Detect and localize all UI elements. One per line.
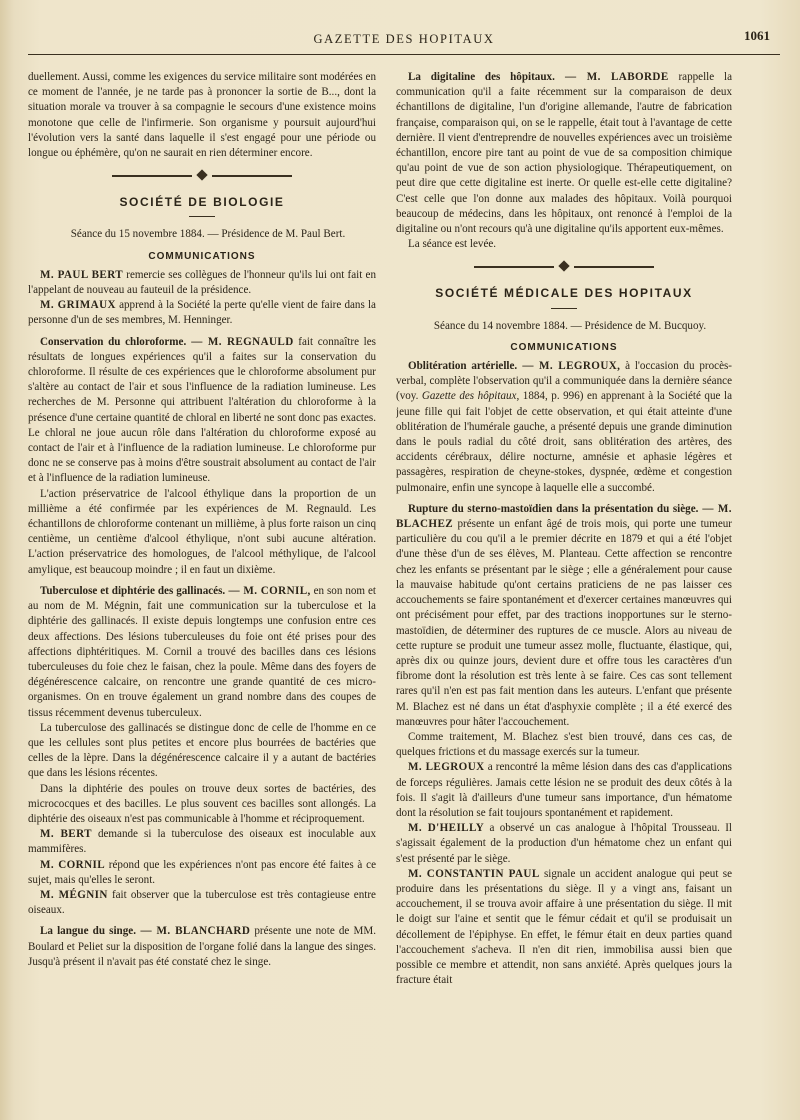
paragraph-rupture: Rupture du sterno-mastoïdien dans la présentation du siège. — M. BLACHEZ présente un enfant âgé de trois mois, qui porte une tumeur particulière du cou qu'il a le premier décrite en 1879 et qui a été l'objet d'une thèse d'un de ses élèves, M. Planteau. Cette affection se rencontre chez les enfants se présentant par le siège ; elle a généralement pour cause la mauvaise habitude qu'ont certains praticiens de ne pas laisser ces accouchements se faire spontanément et d'exercer certaines manœuvres qui ont précisément pour effet, par des tractions inopportunes sur le sterno-mastoïdien, de déterminer des ruptures de ce muscle. Alors au niveau de cette rupture se produit une tumeur assez molle, fluctuante, élastique, qui, après dix ou quinze jours, devient dure et offre tous les caractères d'un fibrome dont la résolution est très lente à se faire. Ces cas sont tellement rares qu'il n'en est pas fait mention dans les auteurs. L'enfant que présente M. Blachez est né dans un état d'asphyxie complète ; il a été exercé des manœuvres pour hâter l'accouchement. bbox=[396, 502, 732, 728]
speaker-name: M. MÉGNIN bbox=[40, 888, 108, 901]
speaker-name: M. GRIMAUX bbox=[40, 299, 116, 312]
paragraph-megnin: M. MÉGNIN fait observer que la tuberculose est très contagieuse entre oiseaux. bbox=[28, 888, 376, 917]
speaker-name: M. BERT bbox=[40, 828, 92, 841]
article-title: La digitaline des hôpitaux. bbox=[408, 71, 555, 83]
journal-title: GAZETTE DES HOPITAUX bbox=[313, 32, 495, 46]
communications-heading: COMMUNICATIONS bbox=[148, 250, 256, 262]
running-header bbox=[28, 28, 780, 50]
paragraph-langue: La langue du singe. — M. BLANCHARD présente une note de MM. Boulard et Peliet sur la disposition de l'organe folié dans la langue des singes. Jusqu'à présent il n'avait pas été constaté chez le singe. bbox=[28, 925, 376, 968]
speaker-name: — M. CORNIL, bbox=[225, 584, 311, 597]
paragraph-diphterie: Dans la diphtérie des poules on trouve deux sortes de bactéries, des micrococques et des bacilles. Le plus souvent ces bacilles sont allongés. La diphtérie des oiseaux n'est pas communicable à l'homme et réciproquement. bbox=[28, 782, 376, 825]
paragraph-traitement: Comme traitement, M. Blachez s'est bien trouvé, dans ces cas, de quelques frictions et du massage exercés sur la tumeur. bbox=[396, 730, 732, 759]
speaker-name: — M. REGNAULD bbox=[186, 335, 294, 348]
seance-line: Séance du 15 novembre 1884. — Présidence de M. Paul Bert. bbox=[70, 228, 346, 241]
article-title: La langue du singe. bbox=[40, 925, 136, 938]
intro-paragraph: duellement. Aussi, comme les exigences du service militaire sont modérées en ce moment de l'année, je ne tarde pas à prononcer la sortie de B..., dont la situation morale va trouver à sa compagnie le secours d'une existence moins monotone que celle de l'infirmerie. Son organisme y poursuit aujourd'hui l'évolution vers la santé dans laquelle il s'est engagé pour une période ou longue ou éphémère, qu'on ne saurait en rien déterminer encore. bbox=[28, 71, 376, 160]
speaker-name: — M. BLANCHARD bbox=[135, 925, 251, 938]
paragraph-bert: M. PAUL BERT remercie ses collègues de l'honneur qu'ils lui ont fait en l'appelant de nouveau au fauteuil de la présidence. bbox=[28, 268, 376, 297]
speaker-name: M. LEGROUX bbox=[408, 761, 485, 774]
header-rule bbox=[28, 54, 780, 55]
section-ornament bbox=[112, 171, 292, 181]
section-title-medicale: SOCIÉTÉ MÉDICALE DES HOPITAUX bbox=[435, 286, 693, 301]
communications-heading: COMMUNICATIONS bbox=[510, 341, 618, 353]
left-column bbox=[28, 70, 376, 1110]
article-title: Conservation du chloroforme. bbox=[40, 335, 187, 348]
speaker-name: M. CORNIL bbox=[40, 858, 106, 871]
seance-line: Séance du 14 novembre 1884. — Présidence de M. Bucquoy. bbox=[433, 319, 707, 332]
speaker-name: — M. BLACHEZ bbox=[396, 502, 732, 531]
paragraph-constantin-paul: M. CONSTANTIN PAUL signale un accident analogue qui peut se produire dans les présentations du siège. Il y a vingt ans, faisant un accouchement, il se trouva avoir affaire à une présentation du siège. Il mit le doigt sur l'aine et sentit que le fémur cédait et qu'il se produisait un décollement de l'épiphyse. En effet, le fémur était en deux parties quand l'accouchement s'acheva. Il n'en dit rien, immobilisa aussi bien que possible ce membre et attendit, non sans anxiété. Après quelques jours la fracture était bbox=[396, 867, 732, 987]
page-number: 1061 bbox=[744, 28, 770, 43]
seance-levee: La séance est levée. bbox=[408, 238, 497, 251]
speaker-name: M. CONSTANTIN PAUL bbox=[408, 867, 540, 880]
right-column bbox=[396, 70, 732, 1110]
section-ornament bbox=[474, 262, 654, 272]
paragraph-tuberculose-2: La tuberculose des gallinacés se distingue donc de celle de l'homme en ce que les cellules sont plus petites et encore plus bourrées de bactéries que celles de la lèpre. Dans la dégénérescence calcaire il y a autant de bactéries que dans les lésions récentes. bbox=[28, 721, 376, 780]
paragraph-cornil-reply: M. CORNIL répond que les expériences n'ont pas encore été faites à ce sujet, mais qu'elles le seront. bbox=[28, 858, 376, 886]
paragraph-legroux: M. LEGROUX a rencontré la même lésion dans des cas d'applications de forceps régulières. Jamais cette lésion ne se produit des deux côtés à la fois. Il s'agit là d'ailleurs d'une tumeur sans importance, d'un hématome dont la résolution se fait toujours spontanément et rapidement. bbox=[396, 761, 732, 819]
paragraph-digitaline: La digitaline des hôpitaux. — M. LABORDE rappelle la communication qu'il a faite récemment sur la comparaison de deux échantillons de digitaline, l'un d'origine allemande, l'autre de fabrication française, comparaison qui, on se le rappelle, était tout à l'avantage de cette dernière. Il vient d'entreprendre de nouvelles expériences avec un troisième échantillon, encore pire tant au point de vue de sa composition chimique qu'au point de vue de son action physiologique. Thérapeutiquement, on peut dire que cette digitaline est inerte. Or quelle est-elle cette digitaline? C'est celle que l'on donne aux malades des hôpitaux. Voilà pourquoi beaucoup de médecins, dans les hôpitaux, ont renoncé à l'emploi de la digitaline ou n'ont recours qu'à une digitaline qu'ils apportent eux-mêmes. bbox=[396, 71, 732, 236]
article-title: Tuberculose et diphtérie des gallinacés. bbox=[40, 584, 226, 597]
paragraph-tuberculose: Tuberculose et diphtérie des gallinacés. — M. CORNIL, en son nom et au nom de M. Mégnin, fait une communication sur la tuberculose et la diphtérie des gallinacés. Il existe depuis longtemps une confusion entre ces deux affections. Des lésions tuberculeuses du foie ont été prises pour des affections diphtéritiques. M. Cornil a trouvé des bacilles dans ces lésions tuberculeuses du foie chez le faisan, chez la poule. Même dans des foyers de dégénérescence calcaire, on rencontre une grande quantité de ces micro-organismes. On en trouve également un grand nombre dans des coupes de tissus récemment devenus tuberculeux. bbox=[28, 584, 376, 719]
paragraph-obliteration: Oblitération artérielle. — M. LEGROUX, à l'occasion du procès-verbal, complète l'observation qu'il a communiquée dans la dernière séance (voy. Gazette des hôpitaux, 1884, p. 996) en apprenant à la Société que la jeune fille qui fait l'objet de cette observation, et qui était atteinte d'une oblitération de l'humérale gauche, a présenté depuis une grande diminution dans le pouls radial du côté droit, sans oblitération des artères, des accidents cérébraux, délire nocturne, amnésie et aphasie légères et passagères, respiration de cheyne-stokes, dyspnée, œdème et congestion pulmonaire, enfin une syncope à laquelle elle a succombé. bbox=[396, 360, 732, 494]
speaker-name: — M. LABORDE bbox=[554, 71, 669, 83]
paragraph-heilly: M. D'HEILLY a observé un cas analogue à l'hôpital Trousseau. Il s'agissait également de la production d'un hématome chez un enfant qui s'est présenté par le siège. bbox=[396, 822, 732, 865]
paragraph-grimaux: M. GRIMAUX apprend à la Société la perte qu'elle vient de faire dans la personne d'un de ses membres, M. Henninger. bbox=[28, 299, 376, 327]
section-title-biologie: SOCIÉTÉ DE BIOLOGIE bbox=[119, 195, 285, 210]
speaker-name: — M. LEGROUX, bbox=[517, 360, 621, 373]
paragraph-chloroforme: Conservation du chloroforme. — M. REGNAULD fait connaître les résultats de longues expériences qu'il a faites sur la conservation du chloroforme. Il résulte de ces expériences que le chloroforme absolument pur s'altère au contact de l'air et sous l'influence de la radiation lumineuse. Les recherches de M. Personne qui attribuent l'altération du chloroforme à la présence d'une certaine quantité de chloral en liberté ne sont donc pas exactes. Le chloral ne joue aucun rôle dans l'altération du chloroforme exposé au contact de l'air et à l'influence de la radiation lumineuse. Le chloroforme pur donc ne se conserve pas à moins d'être soustrait absolument au contact de l'air et à l'influence de la radiation lumineuse. bbox=[28, 335, 376, 485]
article-title: Oblitération artérielle. bbox=[408, 360, 518, 373]
speaker-name: M. D'HEILLY bbox=[408, 822, 485, 835]
paragraph-bert-question: M. BERT demande si la tuberculose des oiseaux est inoculable aux mammifères. bbox=[28, 828, 376, 856]
short-rule bbox=[551, 308, 577, 309]
short-rule bbox=[189, 216, 215, 217]
journal-reference: Gazette des hôpitaux, bbox=[421, 390, 520, 403]
paragraph-alcool: L'action préservatrice de l'alcool éthylique dans la proportion de un millième a été confirmée par les expériences de M. Regnauld. Les échantillons de chloroforme contenant un millième, à plus forte raison un cinq centième, un centième d'alcool éthylique, n'ont subi aucune altération. L'action préservatrice des homologues, de l'alcool méthylique, de l'alcool amylique, est beaucoup moindre ; il en faut un dixième. bbox=[28, 487, 376, 576]
speaker-name: M. PAUL BERT bbox=[40, 268, 124, 281]
article-title: Rupture du sterno-mastoïdien dans la présentation du siège. bbox=[408, 502, 699, 515]
